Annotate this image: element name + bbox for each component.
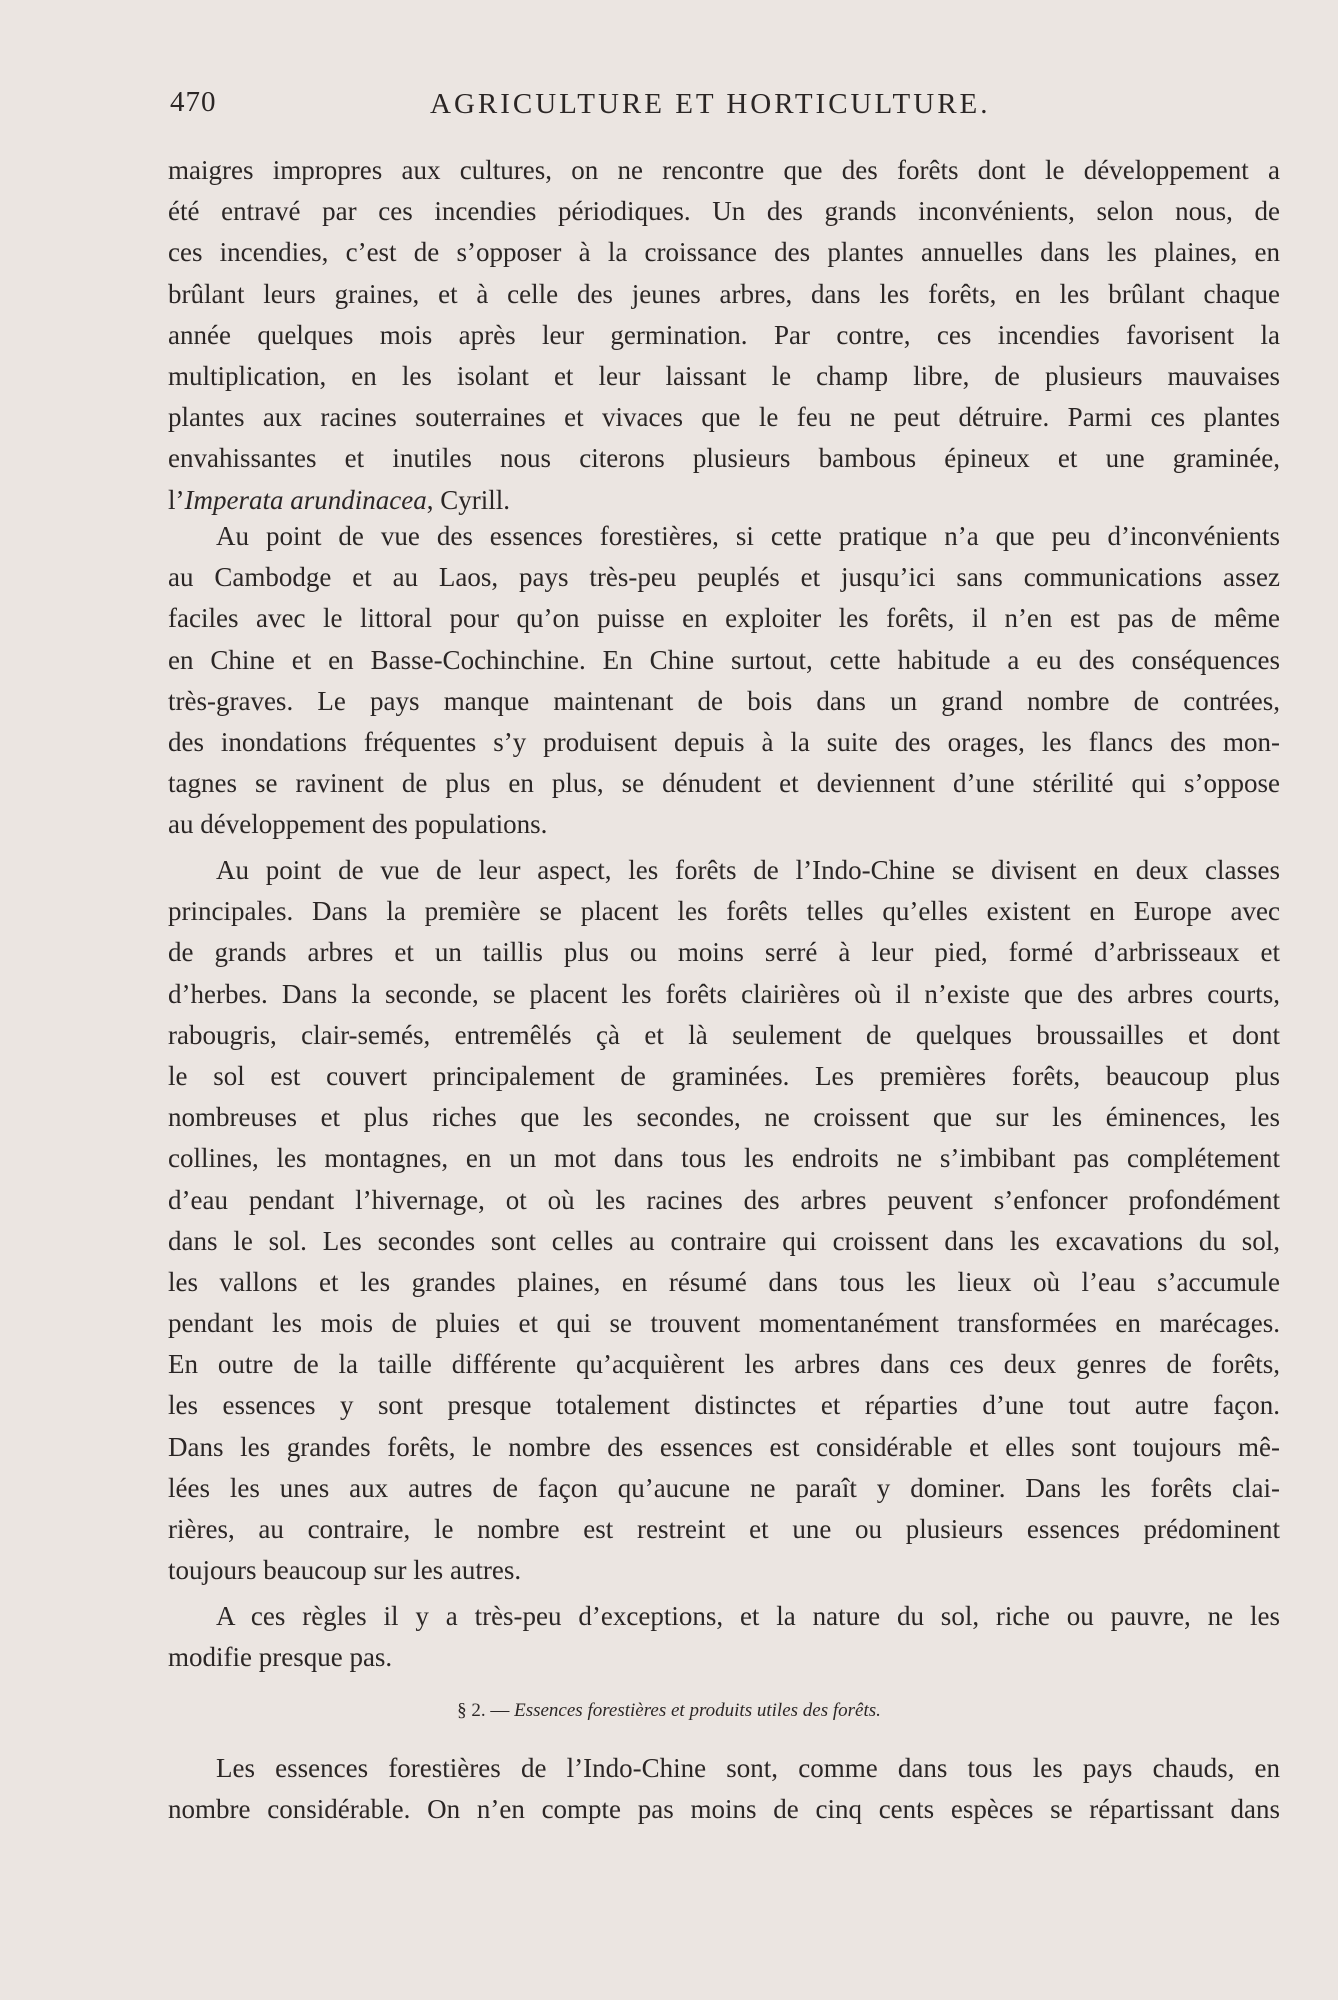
- text-line: les vallons et les grandes plaines, en résumé dans tous les lieux où l’eau s’accumule: [168, 1266, 1280, 1297]
- text-line: rières, au contraire, le nombre est restreint et une ou plusieurs essences prédominent: [168, 1514, 1280, 1544]
- text-line: nombreuses et plus riches que les secondes, ne croissent que sur les éminences, les: [168, 1102, 1280, 1133]
- text-line: les essences y sont presque totalement distinctes et réparties d’une tout autre façon.: [168, 1390, 1280, 1421]
- text-line: au Cambodge et au Laos, pays très-peu peuplés et jusqu’ici sans communications assez: [168, 562, 1280, 593]
- text-line: pendant les mois de pluies et qui se trouvent momentanément transformées en marécages.: [168, 1308, 1280, 1339]
- text-line: Au point de vue des essences forestières, si cette pratique n’a que peu d’inconvénients: [216, 521, 1280, 551]
- text-line: des inondations fréquentes s’y produisent depuis à la suite des orages, les flancs des mon-: [168, 726, 1280, 757]
- page-number: 470: [170, 86, 217, 118]
- text-line: faciles avec le littoral pour qu’on puisse en exploiter les forêts, il n’en est pas de même: [168, 603, 1280, 634]
- text-prefix: l’: [168, 484, 185, 515]
- text-line: de grands arbres et un taillis plus ou moins serré à leur pied, formé d’arbrisseaux et: [168, 937, 1280, 968]
- running-title: AGRICULTURE ET HORTICULTURE.: [430, 88, 991, 120]
- species-name: Imperata arundinacea: [184, 484, 427, 515]
- text-line: principales. Dans la première se placent les forêts telles qu’elles existent en Europe avec: [168, 896, 1280, 927]
- section-heading: [0, 1700, 1338, 1722]
- section-number: § 2. —: [457, 1700, 515, 1721]
- text-line: Au point de vue de leur aspect, les forêts de l’Indo-Chine se divisent en deux classes: [216, 855, 1280, 885]
- text-line: lées les unes aux autres de façon qu’aucune ne paraît y dominer. Dans les forêts clai-: [168, 1472, 1280, 1503]
- text-line: nombre considérable. On n’en compte pas moins de cinq cents espèces se répartissant dans: [168, 1794, 1280, 1825]
- paragraph-4: [168, 1596, 1280, 1678]
- text-line: en Chine et en Basse-Cochinchine. En Chine surtout, cette habitude a eu des conséquences: [168, 644, 1280, 675]
- text-line: En outre de la taille différente qu’acquièrent les arbres dans ces deux genres de forêts,: [168, 1349, 1280, 1380]
- text-line: multiplication, en les isolant et leur laissant le champ libre, de plusieurs mauvaises: [168, 360, 1280, 391]
- paragraph-2: [168, 516, 1280, 846]
- text-line: modifie presque pas.: [168, 1642, 393, 1673]
- text-line: Dans les grandes forêts, le nombre des essences est considérable et elles sont toujours mê-: [168, 1431, 1280, 1462]
- text-line: [168, 480, 1280, 521]
- text-line: d’herbes. Dans la seconde, se placent les forêts clairières où il n’existe que des arbres courts,: [168, 978, 1280, 1009]
- text-line: ces incendies, c’est de s’opposer à la croissance des plantes annuelles dans les plaines, en: [168, 237, 1280, 268]
- text-line: brûlant leurs graines, et à celle des jeunes arbres, dans les forêts, en les brûlant chaque: [168, 278, 1280, 309]
- text-line: dans le sol. Les secondes sont celles au contraire qui croissent dans les excavations du sol,: [168, 1225, 1280, 1256]
- paragraph-5: [168, 1748, 1280, 1830]
- text-line: au développement des populations.: [168, 809, 548, 840]
- text-line: Les essences forestières de l’Indo-Chine sont, comme dans tous les pays chauds, en: [216, 1753, 1280, 1783]
- text-line: rabougris, clair-semés, entremêlés çà et là seulement de quelques broussailles et dont: [168, 1019, 1280, 1050]
- text-line: maigres impropres aux cultures, on ne rencontre que des forêts dont le développement a: [168, 155, 1280, 185]
- text-line: très-graves. Le pays manque maintenant de bois dans un grand nombre de contrées,: [168, 685, 1280, 716]
- paragraph-3: [168, 850, 1280, 1591]
- text-line: le sol est couvert principalement de graminées. Les premières forêts, beaucoup plus: [168, 1060, 1280, 1091]
- section-title: Essences forestières et produits utiles des forêts.: [514, 1700, 881, 1721]
- text-suffix: , Cyrill.: [426, 484, 510, 515]
- text-line: tagnes se ravinent de plus en plus, se dénudent et deviennent d’une stérilité qui s’oppose: [168, 768, 1280, 799]
- text-line: collines, les montagnes, en un mot dans tous les endroits ne s’imbibant pas complétement: [168, 1143, 1280, 1174]
- text-line: A ces règles il y a très-peu d’exceptions, et la nature du sol, riche ou pauvre, ne les: [216, 1601, 1280, 1631]
- text-line: d’eau pendant l’hivernage, ot où les racines des arbres peuvent s’enfoncer profondément: [168, 1184, 1280, 1215]
- text-line: plantes aux racines souterraines et vivaces que le feu ne peut détruire. Parmi ces plantes: [168, 402, 1280, 433]
- text-line: année quelques mois après leur germination. Par contre, ces incendies favorisent la: [168, 319, 1280, 350]
- text-line: toujours beaucoup sur les autres.: [168, 1555, 522, 1586]
- paragraph-1: [168, 150, 1280, 521]
- text-line: été entravé par ces incendies périodiques. Un des grands inconvénients, selon nous, de: [168, 196, 1280, 227]
- text-line: envahissantes et inutiles nous citerons plusieurs bambous épineux et une graminée,: [168, 443, 1280, 474]
